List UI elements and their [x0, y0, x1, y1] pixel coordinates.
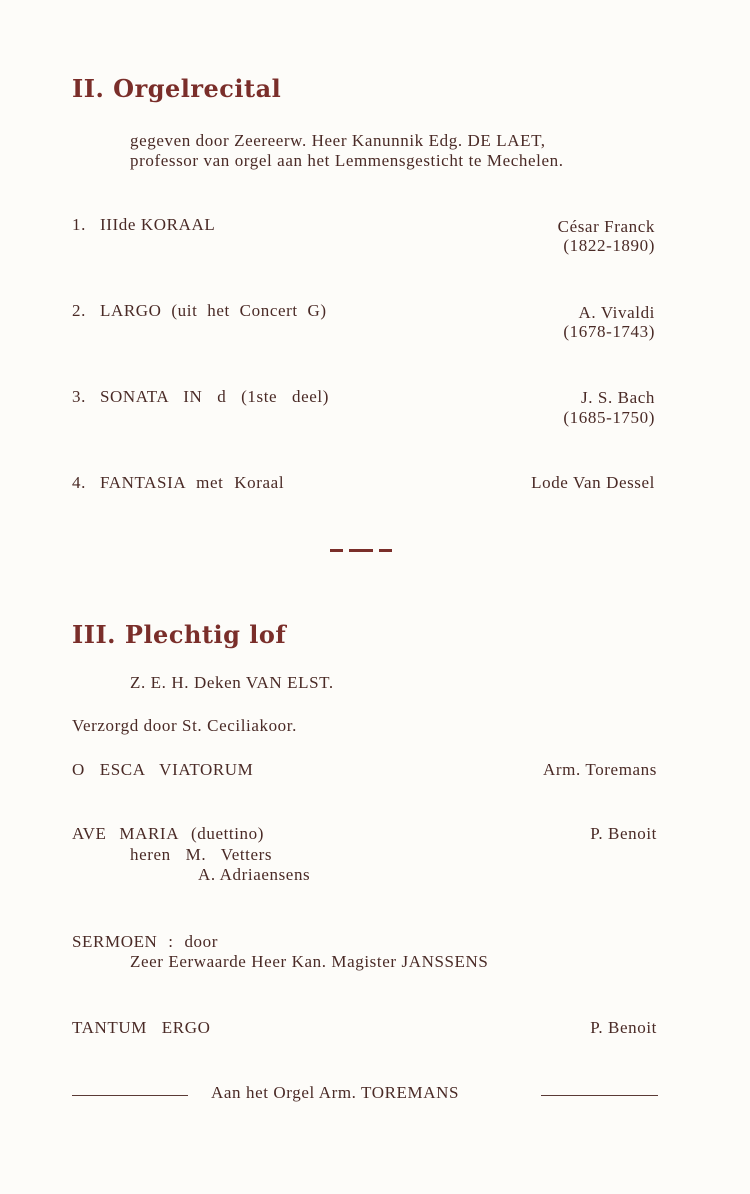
item-number: 3. [72, 387, 86, 406]
program-item-title: AVE MARIA (duettino) [72, 824, 265, 843]
ornament-dash [349, 549, 373, 552]
item-title: FANTASIA met Koraal [100, 473, 285, 492]
footer-rule-left [72, 1095, 188, 1096]
footer-rule-right [541, 1095, 658, 1096]
celebrant-line: Z. E. H. Deken VAN ELST. [130, 673, 334, 692]
performers-line: heren M. Vetters [130, 845, 273, 864]
section-heading-orgelrecital: II. Orgelrecital [72, 74, 282, 103]
item-composer: Lode Van Dessel [531, 473, 655, 492]
ornament-dash [330, 549, 343, 552]
item-composer: A. Vivaldi [578, 303, 655, 322]
performers-line: A. Adriaensens [198, 865, 311, 884]
item-title: LARGO (uit het Concert G) [100, 301, 327, 320]
program-item-composer: P. Benoit [590, 824, 657, 843]
organist-line: Aan het Orgel Arm. TOREMANS [211, 1083, 460, 1102]
intro-line-1: gegeven door Zeereerw. Heer Kanunnik Edg. DE LAET, [130, 131, 546, 150]
item-number: 2. [72, 301, 86, 320]
ornament-dash [379, 549, 392, 552]
choir-line: Verzorgd door St. Ceciliakoor. [72, 716, 297, 735]
item-composer: César Franck [557, 217, 655, 236]
program-item-title: TANTUM ERGO [72, 1018, 211, 1037]
item-number: 1. [72, 215, 86, 234]
program-item-composer: P. Benoit [590, 1018, 657, 1037]
item-years: (1685-1750) [563, 408, 655, 427]
item-number: 4. [72, 473, 86, 492]
item-composer: J. S. Bach [581, 388, 655, 407]
program-item-composer: Arm. Toremans [543, 760, 657, 779]
program-item-title: O ESCA VIATORUM [72, 760, 254, 779]
section-heading-plechtig-lof: III. Plechtig lof [72, 620, 287, 649]
intro-line-2: professor van orgel aan het Lemmensgesticht te Mechelen. [130, 151, 564, 170]
item-title: IIIde KORAAL [100, 215, 216, 234]
item-years: (1822-1890) [563, 236, 655, 255]
sermon-label: SERMOEN : door [72, 932, 219, 951]
item-title: SONATA IN d (1ste deel) [100, 387, 330, 406]
item-years: (1678-1743) [563, 322, 655, 341]
sermon-preacher: Zeer Eerwaarde Heer Kan. Magister JANSSENS [130, 952, 489, 971]
